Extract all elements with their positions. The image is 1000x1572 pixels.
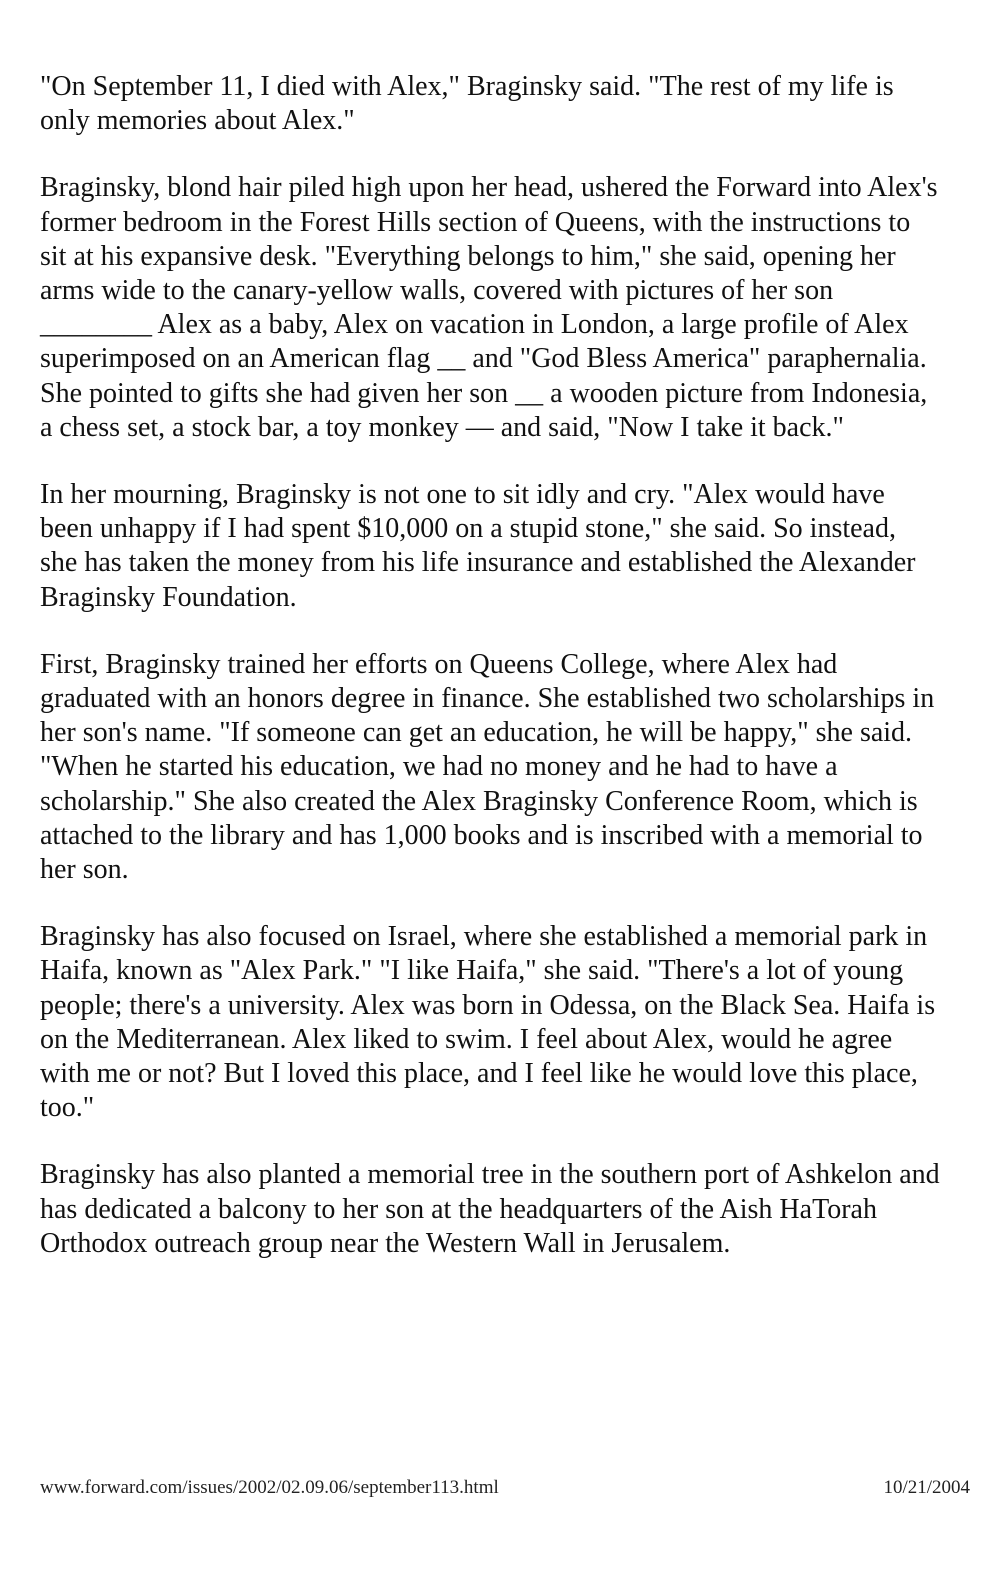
paragraph-ashkelon: Braginsky has also planted a memorial tree in the southern port of Ashkelon and has dedicated a balcony to her son at the headquarters of the Aish HaTorah Orthodox outreach group near the Western Wall in Jerusalem.: [40, 1159, 940, 1259]
paragraph-israel: Braginsky has also focused on Israel, where she established a memorial park in Haifa, known as "Alex Park." "I like Haifa," she said. "There's a lot of young people; there's a university. Alex was born in Odessa, on the Black Sea. Haifa is on the Mediterranean. Alex liked to swim. I feel about Alex, would he agree with me or not? But I loved this place, and I feel like he would love this place, too.": [40, 921, 936, 1124]
article-body: [40, 70, 940, 1294]
paragraph-bedroom: Braginsky, blond hair piled high upon her head, ushered the Forward into Alex's former bedroom in the Forest Hills section of Queens, with the instructions to sit at his expansive desk. "Everything belongs to him," she said, opening her arms wide to the canary-yellow walls, covered with pictures of her son ________ Alex as a baby, Alex on vacation in London, a large profile of Alex superimposed on an American flag __ and "God Bless America" paraphernalia. She pointed to gifts she had given her son __ a wooden picture from Indonesia, a chess set, a stock bar, a toy monkey — and said, "Now I take it back.": [40, 172, 938, 443]
paragraph-queens-college: First, Braginsky trained her efforts on Queens College, where Alex had graduated with an honors degree in finance. She established two scholarships in her son's name. "If someone can get an education, he will be happy," she said. "When he started his education, we had no money and he had to have a scholarship." She also created the Alex Braginsky Conference Room, which is attached to the library and has 1,000 books and is inscribed with a memorial to her son.: [40, 648, 935, 886]
paragraph-mourning: In her mourning, Braginsky is not one to sit idly and cry. "Alex would have been unhappy if I had spent $10,000 on a stupid stone," she said. So instead, she has taken the money from his life insurance and established the Alexander Braginsky Foundation.: [40, 479, 916, 613]
paragraph-quote-opening: "On September 11, I died with Alex," Braginsky said. "The rest of my life is only memories about Alex.": [40, 71, 894, 137]
page-footer: [40, 1474, 970, 1502]
footer-date: 10/21/2004: [883, 1477, 970, 1498]
footer-url: www.forward.com/issues/2002/02.09.06/september113.html: [40, 1477, 499, 1498]
